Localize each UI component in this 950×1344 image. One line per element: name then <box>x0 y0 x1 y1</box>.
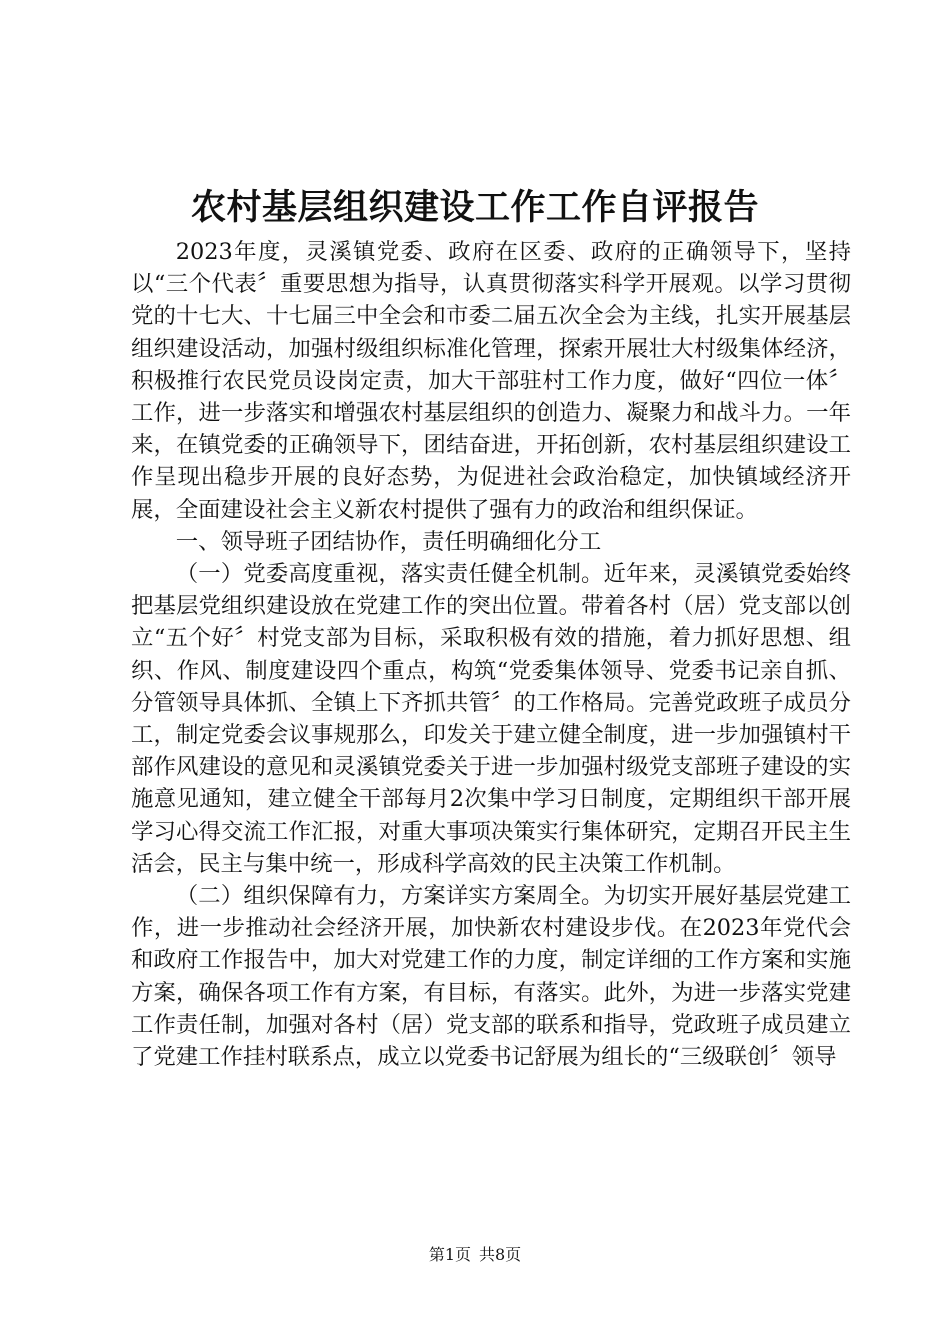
paragraph-section-1-1: （一）党委高度重视，落实责任健全机制。近年来，灵溪镇党委始终把基层党组织建设放在党建工作的突出位置。带着各村（居）党支部以创立“五个好〞村党支部为目标，采取积极有效的措施，着力抓好思想、组织、作风、制度建设四个重点，构筑“党委集体领导、党委书记亲自抓、分管领导具体抓、全镇上下齐抓共管〞的工作格局。完善党政班子成员分工，制定党委会议事规那么，印发关于建立健全制度，进一步加强镇村干部作风建设的意见和灵溪镇党委关于进一步加强村级党支部班子建设的实施意见通知，建立健全干部每月2次集中学习日制度，定期组织干部开展学习心得交流工作汇报，对重大事项决策实行集体研究，定期召开民主生活会，民主与集中统一，形成科学高效的民主决策工作机制。 <box>131 561 851 877</box>
paragraph-intro: 2023年度，灵溪镇党委、政府在区委、政府的正确领导下，坚持以“三个代表〞重要思想为指导，认真贯彻落实科学开展观。以学习贯彻党的十七大、十七届三中全会和市委二届五次全会为主线，扎实开展基层组织建设活动，加强村级组织标准化管理，探索开展壮大村级集体经济，积极推行农民党员设岗定责，加大干部驻村工作力度，做好“四位一体〞工作，进一步落实和增强农村基层组织的创造力、凝聚力和战斗力。一年来，在镇党委的正确领导下，团结奋进，开拓创新，农村基层组织建设工作呈现出稳步开展的良好态势，为促进社会政治稳定，加快镇域经济开展，全面建设社会主义新农村提供了强有力的政治和组织保证。 <box>131 239 851 523</box>
page-footer <box>0 1244 950 1266</box>
page-number: 第1页 <box>428 1245 471 1264</box>
section-heading-1: 一、领导班子团结协作，责任明确细化分工 <box>175 528 602 555</box>
paragraph-section-1-2: （二）组织保障有力，方案详实方案周全。为切实开展好基层党建工作，进一步推动社会经济开展，加快新农村建设步伐。在2023年党代会和政府工作报告中，加大对党建工作的力度，制定详细的工作方案和实施方案，确保各项工作有方案，有目标，有落实。此外，为进一步落实党建工作责任制，加强对各村（居）党支部的联系和指导，党政班子成员建立了党建工作挂村联系点，成立以党委书记舒展为组长的“三级联创〞领导 <box>131 883 851 1071</box>
document-title: 农村基层组织建设工作工作自评报告 <box>190 187 759 228</box>
document-body <box>131 236 851 1073</box>
page-total: 共8页 <box>479 1245 522 1264</box>
